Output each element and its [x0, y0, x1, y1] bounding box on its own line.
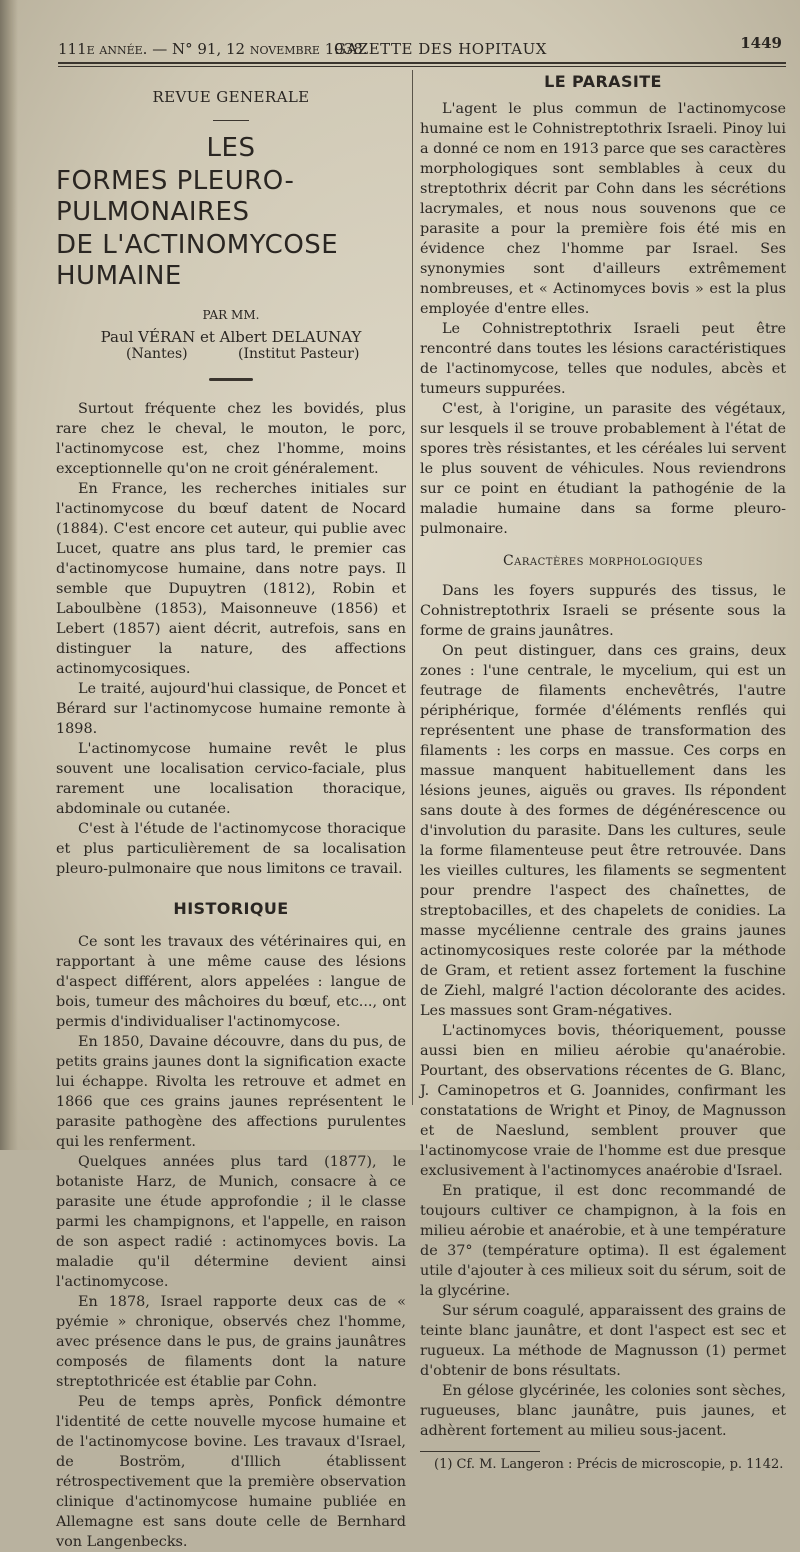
running-header	[58, 34, 786, 58]
historique-paragraph-1: Ce sont les travaux des vétérinaires qui, en rapportant à une même cause des lésions d'aspect différent, alors appelées : langue de bois, tumeur des mâchoires du bœuf, etc..., ont permis d'individualiser l'actinomycose.	[56, 934, 406, 1030]
morphology-paragraph-5: Sur sérum coagulé, apparaissent des grains de teinte blanc jaunâtre, et dont l'aspect est sec et rugueux. La méthode de Magnusson (1) permet d'obtenir de bons résultats.	[420, 1303, 786, 1379]
intro-paragraph-4: L'actinomycose humaine revêt le plus souvent une localisation cervico-faciale, plus rarement une localisation thoracique, abdominale ou cutanée.	[56, 741, 406, 817]
article-title-line1: LES	[206, 133, 256, 163]
historique-paragraph-3: Quelques années plus tard (1877), le botaniste Harz, de Munich, consacre à ce parasite une étude approfondie ; il le classe parmi les champignons, et l'appelle, en raison de son aspect radié : actinomyces bovis. La maladie qu'il détermine devient ainsi l'actinomycose.	[56, 1154, 406, 1290]
footnote-rule	[420, 1451, 540, 1452]
affiliation-nantes: (Nantes)	[126, 346, 188, 362]
intro-paragraph-2: En France, les recherches initiales sur l'actinomycose du bœuf datent de Nocard (1884). C'est encore cet auteur, qui publie avec Lucet, quatre ans plus tard, le premier cas d'actinomycose humaine, dans notre pays. Il semble que Dupuytren (1812), Robin et Laboulbène (1853), Maisonneuve (1856) et Lebert (1857) aient décrit, autrefois, sans en distinguer la nature, des affections actinomycosiques.	[56, 481, 406, 677]
column-divider	[412, 70, 413, 1105]
intro-paragraph-5: C'est à l'étude de l'actinomycose thoracique et plus particulièrement de sa localisation pleuro-pulmonaire que nous limitons ce travail.	[56, 821, 406, 877]
intro-paragraph-1: Surtout fréquente chez les bovidés, plus rare chez le cheval, le mouton, le porc, l'actinomycose est, chez l'homme, moins exceptionnelle qu'on ne croit généralement.	[56, 401, 406, 477]
journal-title: GAZETTE DES HOPITAUX	[334, 40, 547, 58]
morphology-paragraph-2: On peut distinguer, dans ces grains, deux zones : l'une centrale, le mycelium, qui est un feutrage de filaments enchevêtrés, l'autre périphérique, formée d'éléments renflés qui représentent une phase de transformation des filaments : les corps en massue. Ces corps en massue manquent habituellement dans les lésions jeunes, aiguës ou graves. Ils répondent sans doute à des formes de dégénérescence ou d'involution du parasite. Dans les cultures, seule la forme filamenteuse peut être retrouvée. Dans les vieilles cultures, les filaments se segmentent pour prendre l'aspect des chaînettes, de streptobacilles, et des chapelets de conidies. La masse mycélienne centrale des grains jaunes actinomycosiques reste colorée par la méthode de Gram, et retient assez fortement la fuschine de Ziehl, malgré l'action décolorante des acides. Les massues sont Gram-négatives.	[420, 643, 786, 1019]
byline-par: PAR MM.	[202, 308, 260, 322]
affiliation-pasteur: (Institut Pasteur)	[238, 346, 360, 362]
authors: Paul VÉRAN et Albert DELAUNAY	[100, 328, 362, 346]
right-column	[420, 70, 786, 1474]
left-column	[56, 70, 406, 1552]
section-rule	[213, 120, 249, 121]
footnote: (1) Cf. M. Langeron : Précis de microscopie, p. 1142.	[434, 1457, 784, 1472]
affiliations	[56, 346, 406, 366]
parasite-heading: LE PARASITE	[544, 72, 662, 91]
morphology-heading: Caractères morphologiques	[502, 553, 704, 569]
header-rule-thin	[58, 66, 786, 67]
historique-paragraph-4: En 1878, Israel rapporte deux cas de « pyémie » chronique, observés chez l'homme, avec présence dans le pus, de grains jaunâtres composés de filaments dont la nature streptothricée est établie par Cohn.	[56, 1294, 406, 1390]
intro-paragraph-3: Le traité, aujourd'hui classique, de Poncet et Bérard sur l'actinomycose humaine remonte à 1898.	[56, 681, 406, 737]
page-number: 1449	[740, 34, 782, 52]
morphology-paragraph-1: Dans les foyers suppurés des tissus, le Cohnistreptothrix Israeli se présente sous la forme de grains jaunâtres.	[420, 583, 786, 639]
historique-paragraph-2: En 1850, Davaine découvre, dans du pus, de petits grains jaunes dont la signification exacte lui échappe. Rivolta les retrouve et admet en 1866 que ces grains jaunes représentent le parasite pathogène des affections purulentes qui les renferment.	[56, 1034, 406, 1150]
header-rule	[58, 62, 786, 64]
article-title-line3: DE L'ACTINOMYCOSE HUMAINE	[56, 230, 339, 291]
historique-paragraph-5: Peu de temps après, Ponfick démontre l'identité de cette nouvelle mycose humaine et de l'actinomycose bovine. Les travaux d'Israel, de Boström, d'Illich établissent rétrospectivement que la première observation clinique d'actinomycose humaine publiée en Allemagne est sans doute celle de Bernhard von Langenbecks.	[56, 1394, 406, 1550]
parasite-paragraph-2: Le Cohnistreptothrix Israeli peut être rencontré dans toutes les lésions caractéristiques de l'actinomycose, telles que nodules, abcès et tumeurs suppurées.	[420, 321, 786, 397]
issue-line: 111e année. — N° 91, 12 novembre 1938.	[58, 40, 368, 58]
ornament-divider	[209, 378, 253, 381]
historique-heading: HISTORIQUE	[173, 899, 289, 918]
page-binding-shadow	[0, 0, 18, 1150]
morphology-paragraph-6: En gélose glycérinée, les colonies sont sèches, rugueuses, blanc jaunâtre, puis jaunes, et adhèrent fortement au milieu sous-jacent.	[420, 1383, 786, 1439]
article-title-line2: FORMES PLEURO-PULMONAIRES	[56, 166, 295, 227]
section-label: REVUE GENERALE	[152, 88, 310, 106]
parasite-paragraph-3: C'est, à l'origine, un parasite des végétaux, sur lesquels il se trouve probablement à l'état de spores très résistantes, et les céréales lui servent le plus souvent de véhicules. Nous reviendrons sur ce point en étudiant la pathogénie de la maladie humaine dans sa forme pleuro-pulmonaire.	[420, 401, 786, 537]
parasite-paragraph-1: L'agent le plus commun de l'actinomycose humaine est le Cohnistreptothrix Israeli. Pinoy lui a donné ce nom en 1913 parce que ses caractères morphologiques sont semblables à ceux du streptothrix décrit par Cohn dans les sécrétions lacrymales, et nous nous souvenons que ce parasite a pour la première fois été mis en évidence chez l'homme par Israel. Ses synonymies sont d'ailleurs extrêmement nombreuses, et « Actinomyces bovis » est la plus employée d'entre elles.	[420, 101, 787, 317]
morphology-paragraph-3: L'actinomyces bovis, théoriquement, pousse aussi bien en milieu aérobie qu'anaérobie. Pourtant, des observations récentes de G. Blanc, J. Caminopetros et G. Joannides, confirmant les constatations de Wright et Pinoy, de Magnusson et de Naeslund, semblent prouver que l'actinomycose vraie de l'homme est due presque exclusivement à l'actinomyces anaérobie d'Israel.	[420, 1023, 786, 1179]
morphology-paragraph-4: En pratique, il est donc recommandé de toujours cultiver ce champignon, à la fois en milieu aérobie et anaérobie, et à une température de 37° (température optima). Il est également utile d'ajouter à ces milieux soit du sérum, soit de la glycérine.	[420, 1183, 786, 1299]
